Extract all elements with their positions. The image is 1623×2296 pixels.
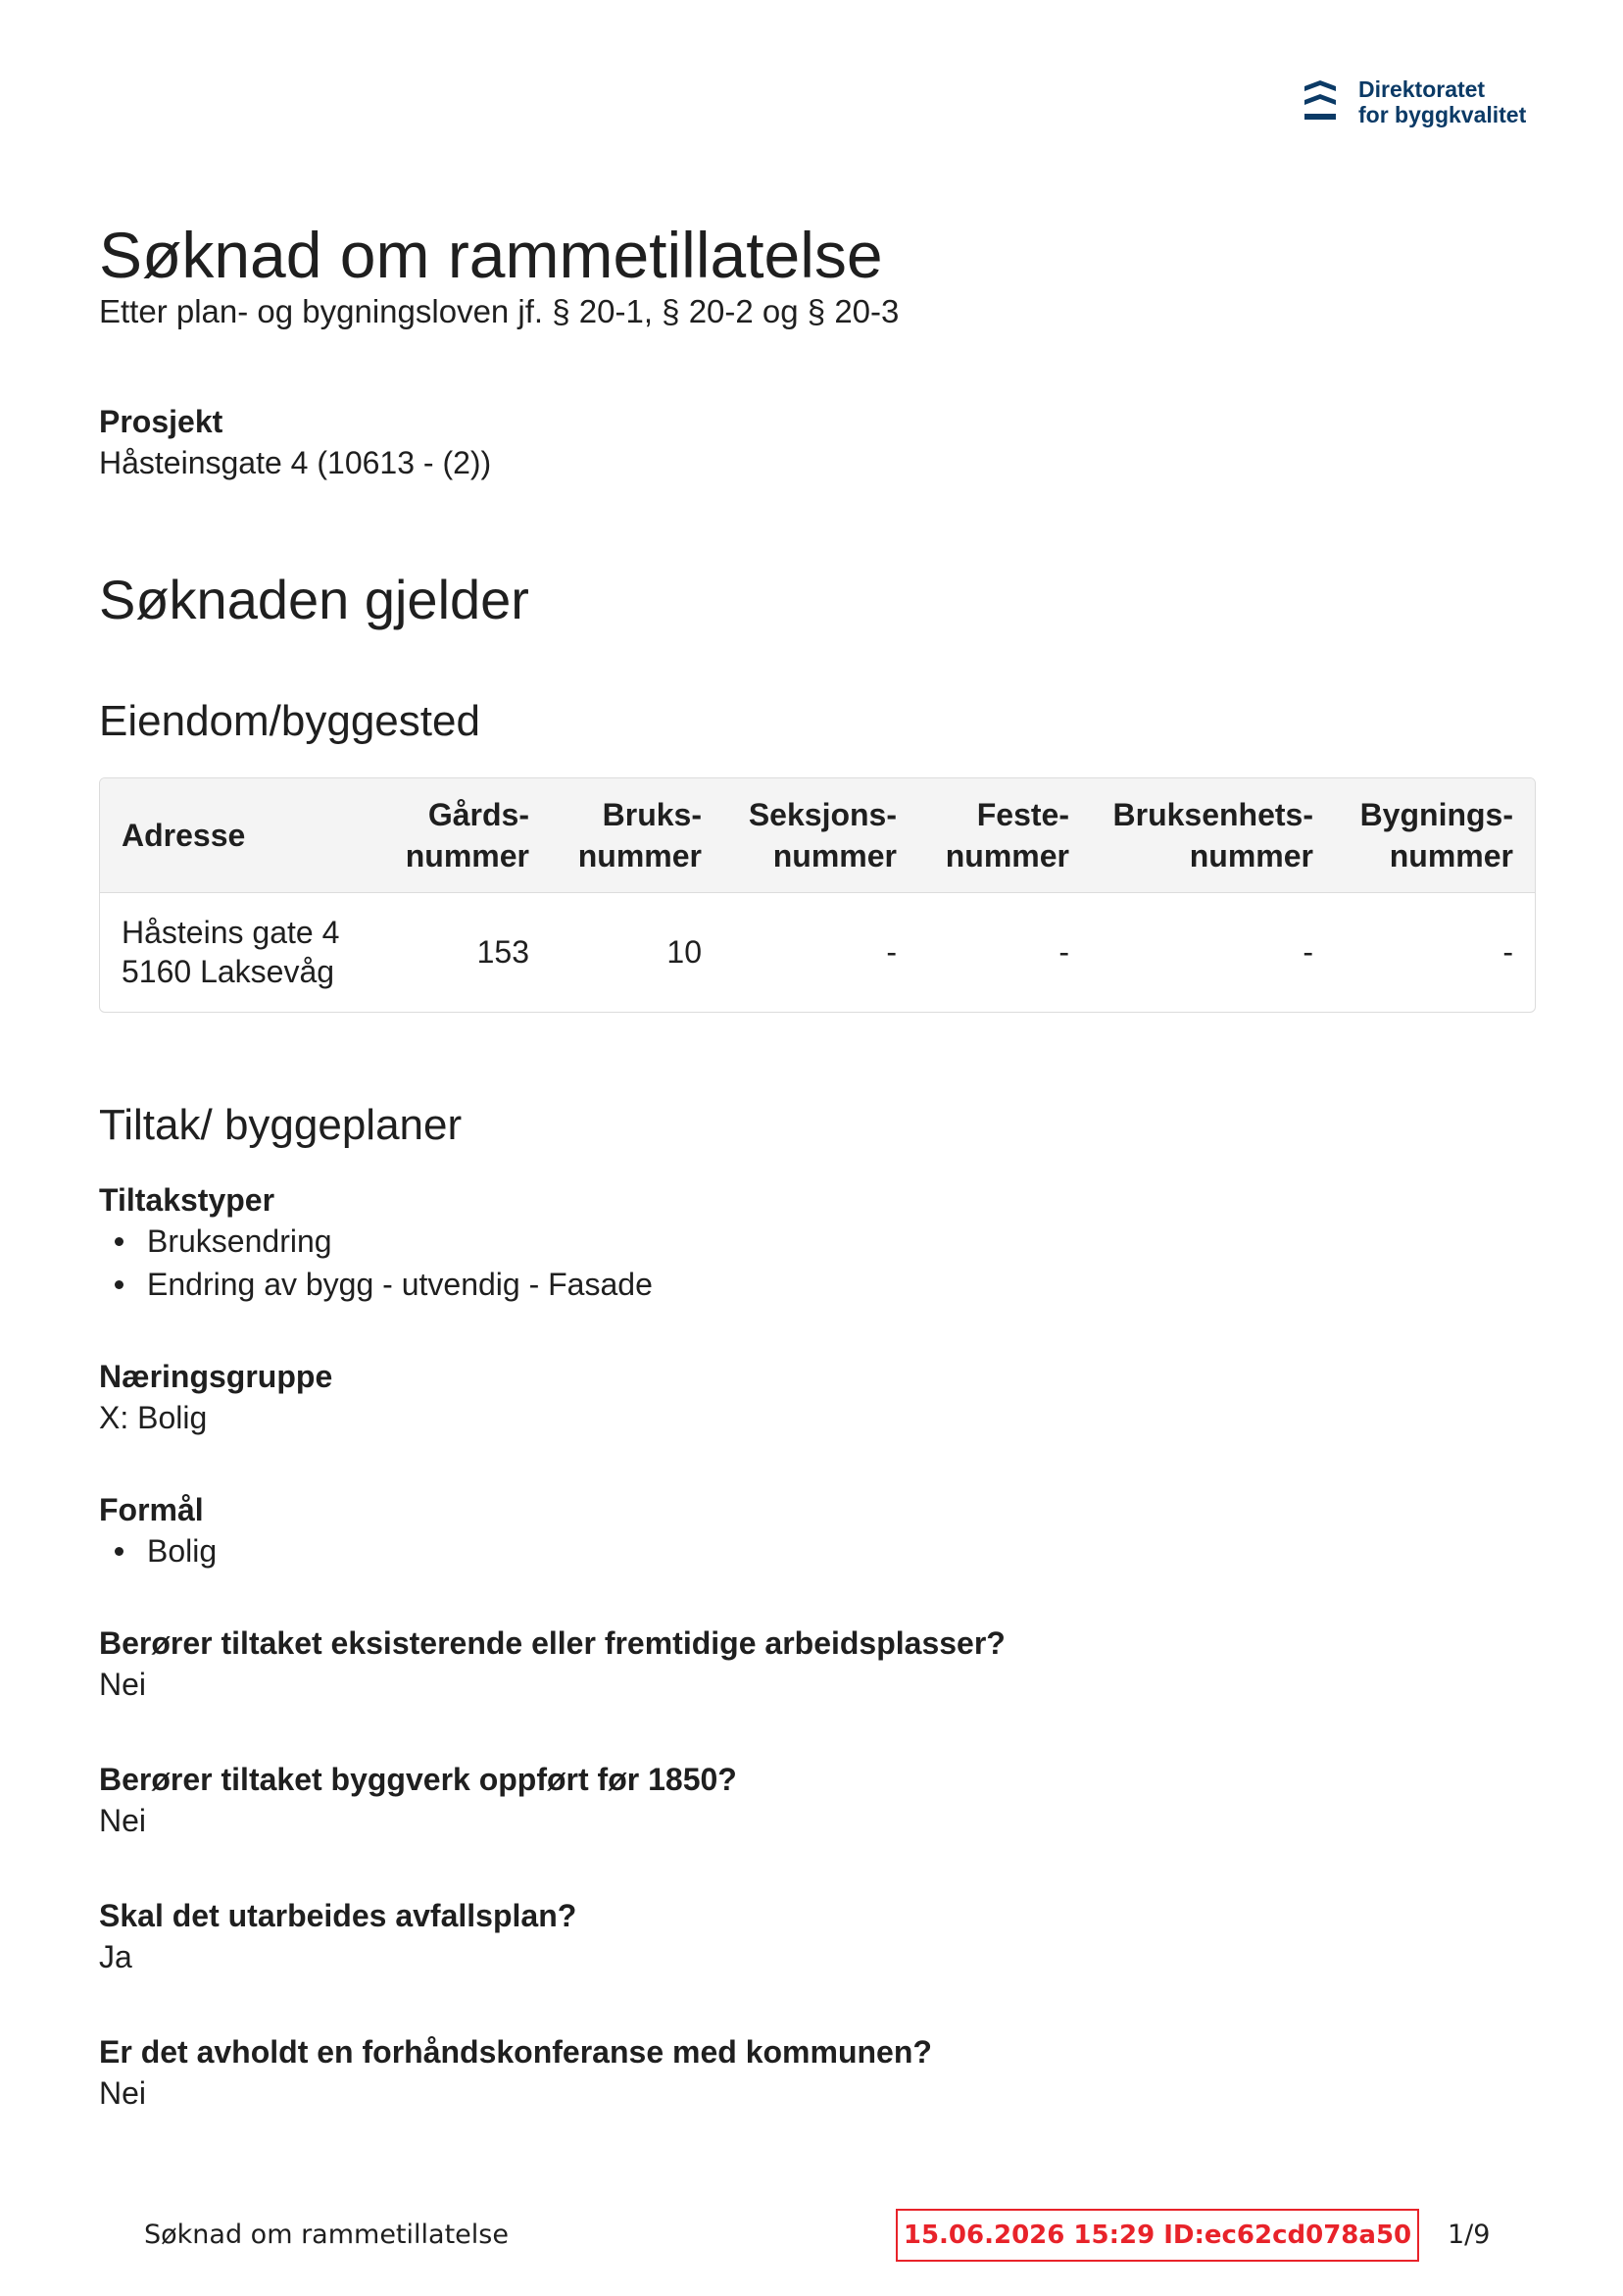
tiltakstyper-list bbox=[99, 1220, 653, 1306]
logo-line-2: for byggkvalitet bbox=[1358, 102, 1527, 127]
table-row bbox=[100, 892, 1535, 1012]
question-block-avfallsplan bbox=[99, 1896, 576, 1978]
document-title: Søknad om rammetillatelse bbox=[99, 219, 883, 291]
logo-text bbox=[1358, 76, 1526, 127]
cell-gardsnummer: 153 bbox=[476, 934, 529, 971]
question-answer: Nei bbox=[99, 1667, 147, 1702]
column-header-bygningsnummer: Bygnings- nummer bbox=[1359, 796, 1513, 873]
naeringsgruppe-label: Næringsgruppe bbox=[99, 1359, 333, 1394]
naeringsgruppe-value: X: Bolig bbox=[99, 1400, 208, 1435]
project-block bbox=[99, 402, 491, 484]
tiltakstyper-label: Tiltakstyper bbox=[99, 1182, 275, 1218]
dibk-logo-icon bbox=[1302, 78, 1339, 124]
logo-line-1: Direktoratet bbox=[1358, 76, 1486, 102]
column-header-festenummer: Feste- nummer bbox=[945, 796, 1069, 873]
cell-bruksnummer: 10 bbox=[666, 934, 702, 971]
cell-seksjonsnummer: - bbox=[886, 934, 897, 971]
question-answer: Ja bbox=[99, 1939, 132, 1974]
document-subtitle: Etter plan- og bygningsloven jf. § 20-1, § 20-2 og § 20-3 bbox=[99, 293, 900, 329]
question-answer: Nei bbox=[99, 2075, 147, 2111]
organization-logo bbox=[1302, 76, 1547, 135]
question-block-forhandskonferanse bbox=[99, 2032, 932, 2115]
page-number: 1/9 bbox=[1448, 2220, 1491, 2250]
question-block-arbeidsplasser bbox=[99, 1623, 1006, 1706]
column-header-gardsnummer: Gårds- nummer bbox=[405, 796, 529, 873]
column-header-seksjonsnummer: Seksjons- nummer bbox=[748, 796, 897, 873]
column-header-bruksenhetsnummer: Bruksenhets- nummer bbox=[1112, 796, 1313, 873]
naeringsgruppe-block bbox=[99, 1357, 332, 1439]
formal-list bbox=[99, 1529, 217, 1572]
project-value: Håsteinsgate 4 (10613 - (2)) bbox=[99, 445, 492, 480]
footer-document-name: Søknad om rammetillatelse bbox=[144, 2220, 509, 2250]
question-label: Er det avholdt en forhåndskonferanse med kommunen? bbox=[99, 2034, 932, 2070]
question-answer: Nei bbox=[99, 1803, 147, 1838]
table-header-row bbox=[100, 778, 1535, 892]
cell-festenummer: - bbox=[1058, 934, 1069, 971]
timestamp-id-stamp: 15.06.2026 15:29 ID:ec62cd078a50 bbox=[896, 2209, 1419, 2262]
list-item: Bolig bbox=[99, 1529, 217, 1572]
cell-bruksenhetsnummer: - bbox=[1303, 934, 1313, 971]
list-item: Endring av bygg - utvendig - Fasade bbox=[99, 1263, 653, 1306]
question-block-byggverk-1850 bbox=[99, 1760, 737, 1842]
list-item: Bruksendring bbox=[99, 1220, 653, 1263]
cell-bygningsnummer: - bbox=[1502, 934, 1513, 971]
column-header-adresse: Adresse bbox=[122, 817, 246, 853]
property-heading: Eiendom/byggested bbox=[99, 697, 480, 745]
tiltak-heading: Tiltak/ byggeplaner bbox=[99, 1101, 463, 1149]
formal-block bbox=[99, 1490, 217, 1572]
formal-label: Formål bbox=[99, 1492, 204, 1527]
question-label: Berører tiltaket byggverk oppført før 1850? bbox=[99, 1762, 737, 1797]
cell-adresse: Håsteins gate 4 5160 Laksevåg bbox=[122, 915, 340, 990]
question-label: Berører tiltaket eksisterende eller fremtidige arbeidsplasser? bbox=[99, 1625, 1006, 1661]
project-label: Prosjekt bbox=[99, 404, 223, 439]
property-table bbox=[99, 777, 1536, 1013]
section-heading: Søknaden gjelder bbox=[99, 569, 529, 630]
question-label: Skal det utarbeides avfallsplan? bbox=[99, 1898, 577, 1933]
tiltakstyper-block bbox=[99, 1180, 653, 1306]
column-header-bruksnummer: Bruks- nummer bbox=[577, 796, 702, 873]
